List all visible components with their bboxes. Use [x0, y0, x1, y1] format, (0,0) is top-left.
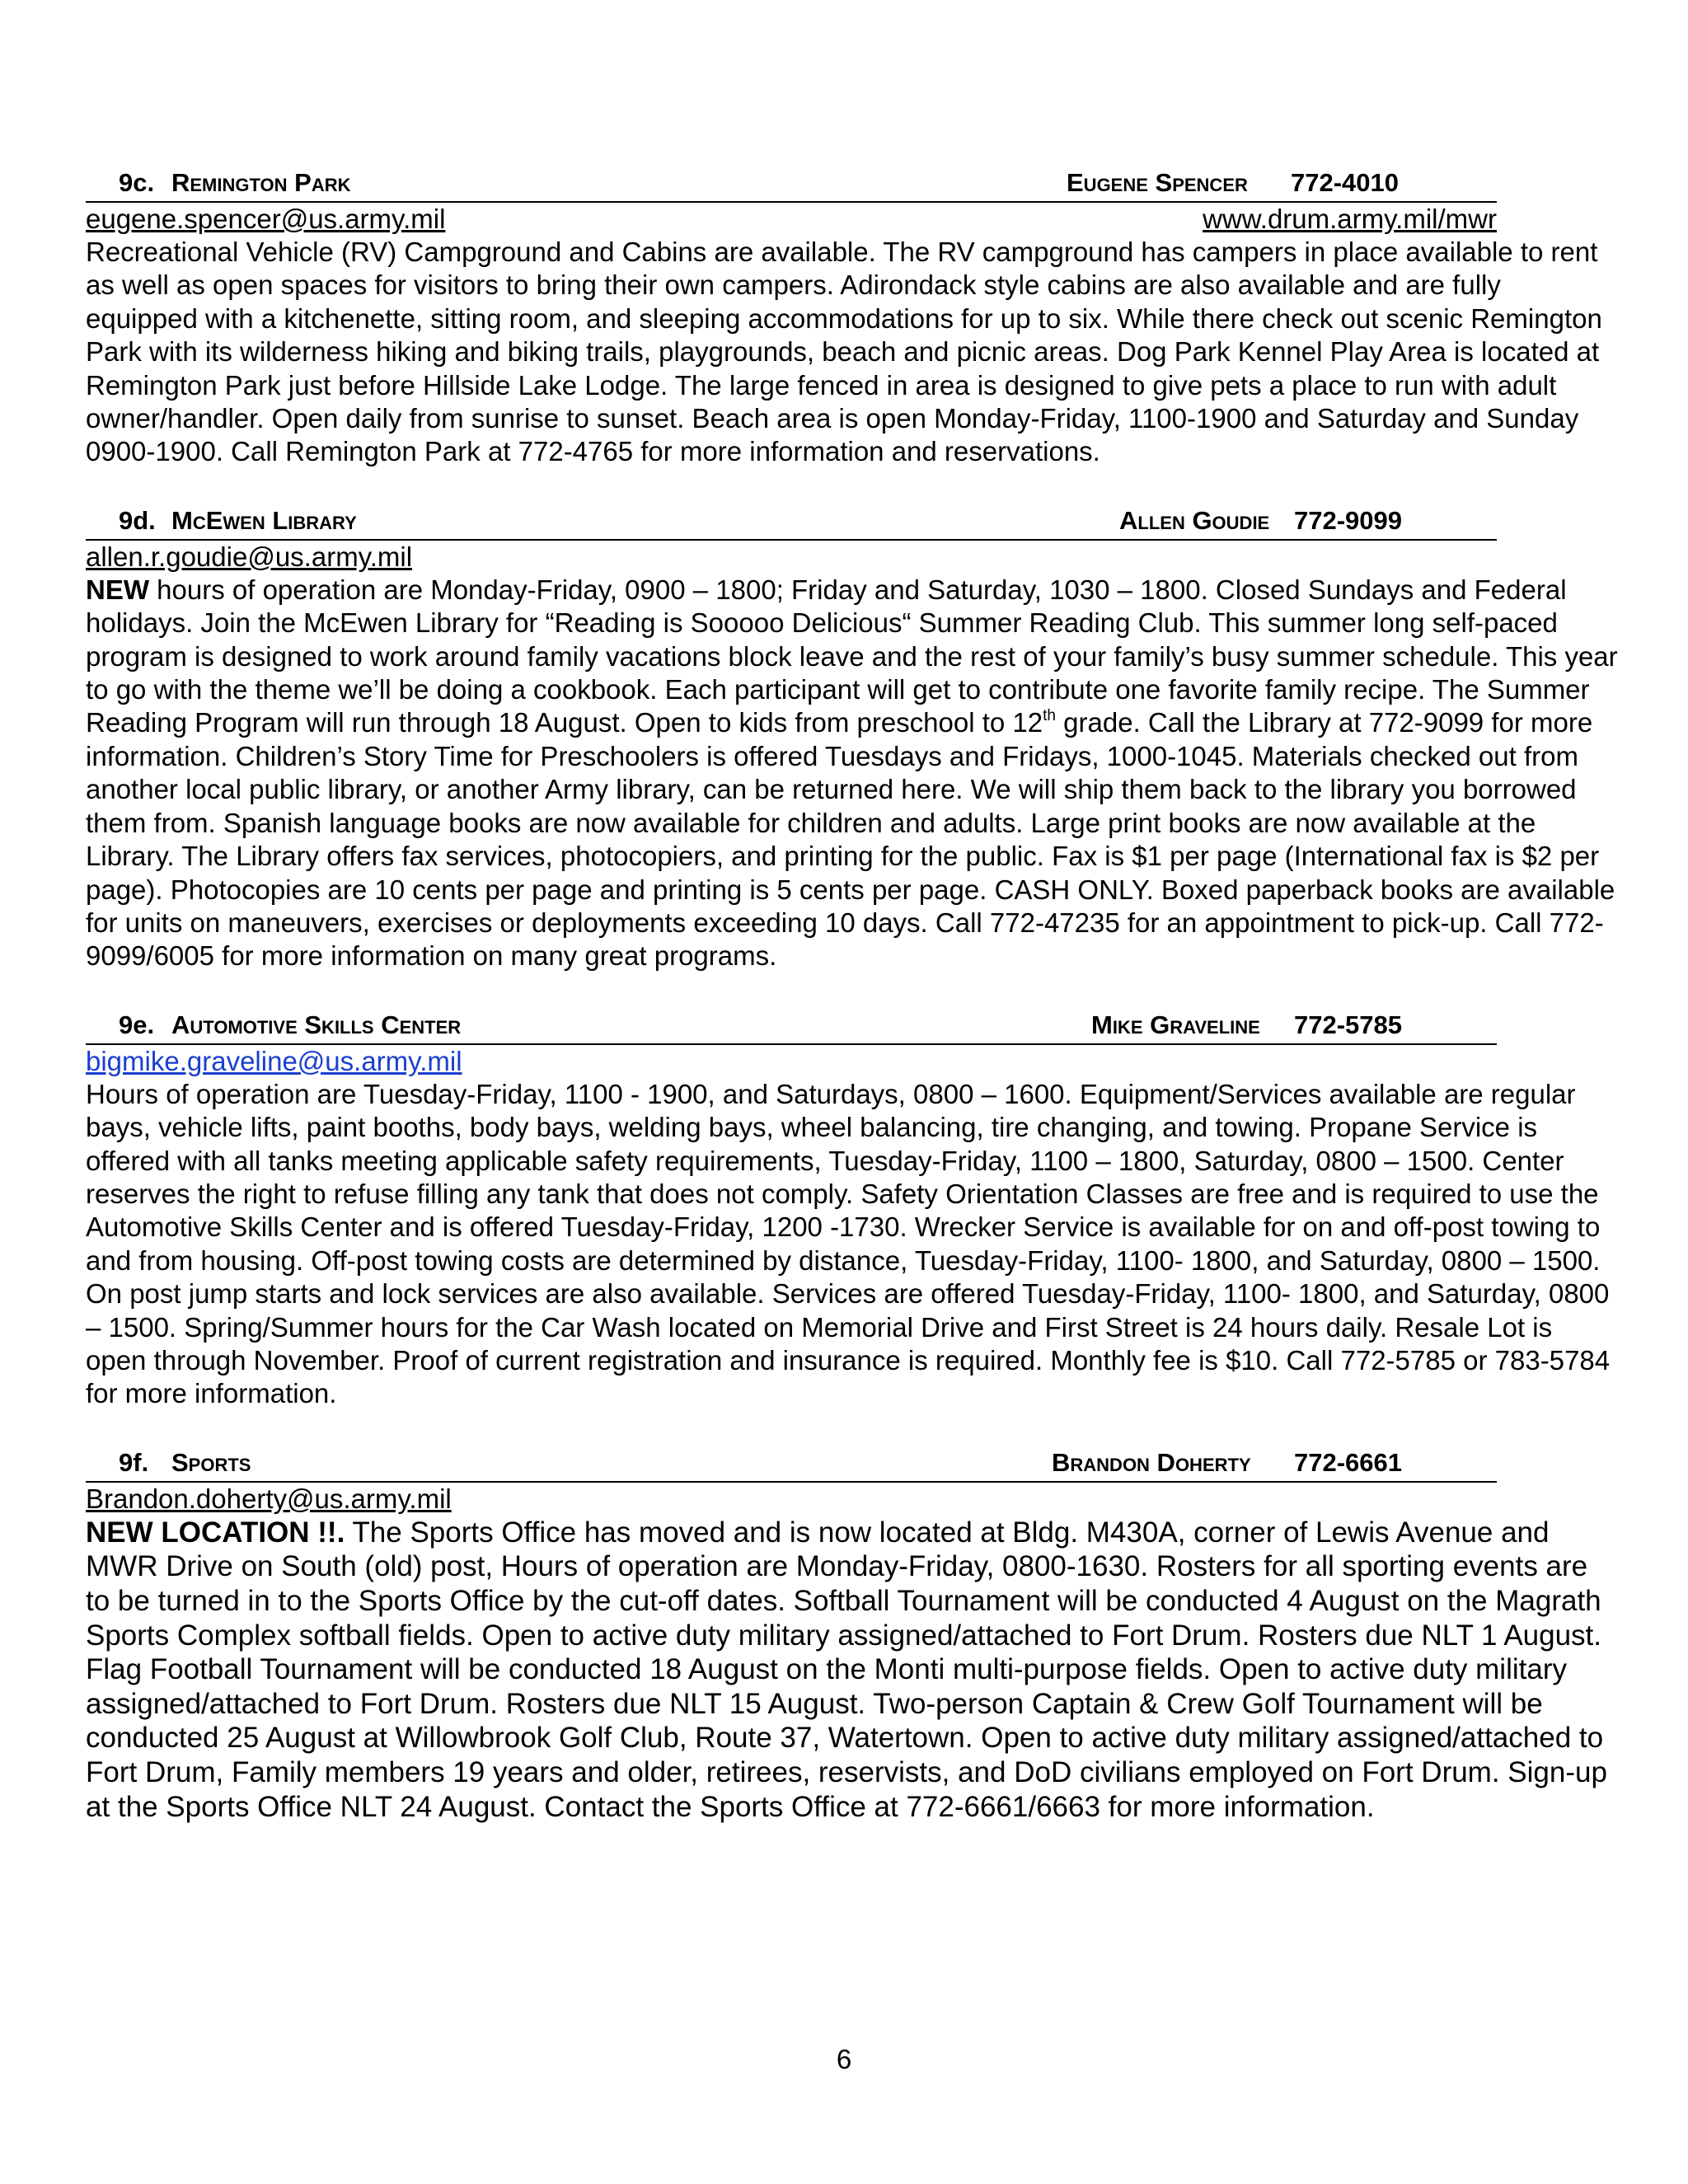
section-mcewen-library: [86, 503, 1619, 973]
section-number: 9c.: [119, 168, 155, 197]
section-remington-park: [86, 165, 1619, 469]
contact-phone: 772-6661: [1294, 1447, 1403, 1477]
section-number: 9e.: [119, 1010, 155, 1039]
section-number: 9d.: [119, 505, 156, 535]
ordinal-suffix: th: [1043, 707, 1056, 725]
contact-phone: 772-9099: [1294, 505, 1403, 535]
new-label: NEW: [86, 574, 149, 605]
email-link[interactable]: Brandon.doherty@us.army.mil: [86, 1483, 452, 1514]
section-header: [86, 165, 1497, 203]
section-title: Automotive Skills Center: [171, 1010, 462, 1039]
section-automotive-skills-center: [86, 1007, 1619, 1411]
body-text: The Sports Office has moved and is now located at Bldg. M430A, corner of Lewis Avenue and MWR Drive on South (old) post, Hours of operation are Monday-Friday, 0800-1630. Rosters for all sporting events are to be turned in to the Sports Office by the cut-off dates. Softball Tournament will be conducted 4 August on the Magrath Sports Complex softball fields. Open to active duty military assigned/attached to Fort Drum. Rosters due NLT 1 August. Flag Football Tournament will be conducted 18 August on the Monti multi-purpose fields. Open to active duty military assigned/attached to Fort Drum. Rosters due NLT 15 August. Two-person Captain & Crew Golf Tournament will be conducted 25 August at Willowbrook Golf Club, Route 37, Watertown. Open to active duty military assigned/attached to Fort Drum, Family members 19 years and older, retirees, reservists, and DoD civilians employed on Fort Drum. Sign-up at the Sports Office NLT 24 August. Contact the Sports Office at 772-6661/6663 for more information.: [86, 1516, 1607, 1823]
email-link[interactable]: bigmike.graveline@us.army.mil: [86, 1045, 462, 1076]
section-header: [86, 1445, 1497, 1483]
contact-line: [86, 541, 1619, 574]
contact-phone: 772-4010: [1291, 168, 1400, 197]
contact-line: [86, 203, 1619, 236]
section-body: [86, 574, 1619, 973]
page-number: 6: [836, 2044, 852, 2074]
contact-name: Mike Graveline: [1091, 1010, 1260, 1039]
section-sports: [86, 1445, 1619, 1824]
contact-line: [86, 1483, 1619, 1516]
section-title: Remington Park: [171, 168, 351, 197]
new-location-label: NEW LOCATION !!.: [86, 1516, 345, 1549]
section-body: Hours of operation are Tuesday-Friday, 1100 - 1900, and Saturdays, 0800 – 1600. Equipment/Services available are regular bays, vehicle lifts, paint booths, body bays, welding bays, wheel balancing, tire changing, and towing. Propane Service is offered with all tanks meeting applicable safety requirements, Tuesday-Friday, 1100 – 1800, Saturday, 0800 – 1500. Center reserves the right to refuse filling any tank that does not comply. Safety Orientation Classes are free and is required to use the Automotive Skills Center and is offered Tuesday-Friday, 1200 -1730. Wrecker Service is available for on and off-post towing to and from housing. Off-post towing costs are determined by distance, Tuesday-Friday, 1100- 1800, and Saturday, 0800 – 1500. On post jump starts and lock services are also available. Services are offered Tuesday-Friday, 1100- 1800, and Saturday, 0800 – 1500. Spring/Summer hours for the Car Wash located on Memorial Drive and First Street is 24 hours daily. Resale Lot is open through November. Proof of current registration and insurance is required. Monthly fee is $10. Call 772-5785 or 783-5784 for more information.: [86, 1078, 1611, 1409]
body-text-part-b: grade. Call the Library at 772-9099 for more information. Children’s Story Time for Preschoolers is offered Tuesdays and Fridays, 1000-1045. Materials checked out from another local public library, or another Army library, can be returned here. We will ship them back to the library you borrowed them from. Spanish language books are now available for children and adults. Large print books are now available at the Library. The Library offers fax services, photocopiers, and printing for the public. Fax is $1 per page (International fax is $2 per page). Photocopies are 10 cents per page and printing is 5 cents per page. CASH ONLY. Boxed paperback books are available for units on maneuvers, exercises or deployments exceeding 10 days. Call 772-47235 for an appointment to pick-up. Call 772-9099/6005 for more information on many great programs.: [86, 707, 1615, 972]
contact-phone: 772-5785: [1294, 1010, 1403, 1039]
section-title: McEwen Library: [171, 505, 357, 535]
contact-name: Brandon Doherty: [1052, 1447, 1251, 1477]
website-link[interactable]: www.drum.army.mil/mwr: [1203, 204, 1497, 234]
section-body: Recreational Vehicle (RV) Campground and Cabins are available. The RV campground has campers in place available to rent as well as open spaces for visitors to bring their own campers. Adirondack style cabins are also available and are fully equipped with a kitchenette, sitting room, and sleeping accommodations for up to six. While there check out scenic Remington Park with its wilderness hiking and biking trails, playgrounds, beach and picnic areas. Dog Park Kennel Play Area is located at Remington Park just before Hillside Lake Lodge. The large fenced in area is designed to give pets a place to run with adult owner/handler. Open daily from sunrise to sunset. Beach area is open Monday-Friday, 1100-1900 and Saturday and Sunday 0900-1900. Call Remington Park at 772-4765 for more information and reservations.: [86, 237, 1602, 467]
body-text-part-a: hours of operation are Monday-Friday, 0900 – 1800; Friday and Saturday, 1030 – 1800. Closed Sundays and Federal holidays. Join the McEwen Library for “Reading is Sooooo Delicious“ Summer Reading Club. This summer long self-paced program is designed to work around family vacations block leave and the rest of your family’s busy summer schedule. This year to go with the theme we’ll be doing a cookbook. Each participant will get to contribute one favorite family recipe. The Summer Reading Program will run through 18 August. Open to kids from preschool to 12: [86, 574, 1618, 738]
email-link[interactable]: allen.r.goudie@us.army.mil: [86, 541, 413, 572]
contact-name: Allen Goudie: [1119, 505, 1270, 535]
email-link[interactable]: eugene.spencer@us.army.mil: [86, 204, 446, 234]
section-title: Sports: [171, 1447, 251, 1477]
section-number: 9f.: [119, 1447, 149, 1477]
section-body: [86, 1516, 1619, 1824]
section-header: [86, 503, 1497, 541]
contact-name: Eugene Spencer: [1067, 168, 1248, 197]
section-header: [86, 1007, 1497, 1045]
document-page: [86, 165, 1619, 1824]
contact-line: [86, 1045, 1619, 1078]
